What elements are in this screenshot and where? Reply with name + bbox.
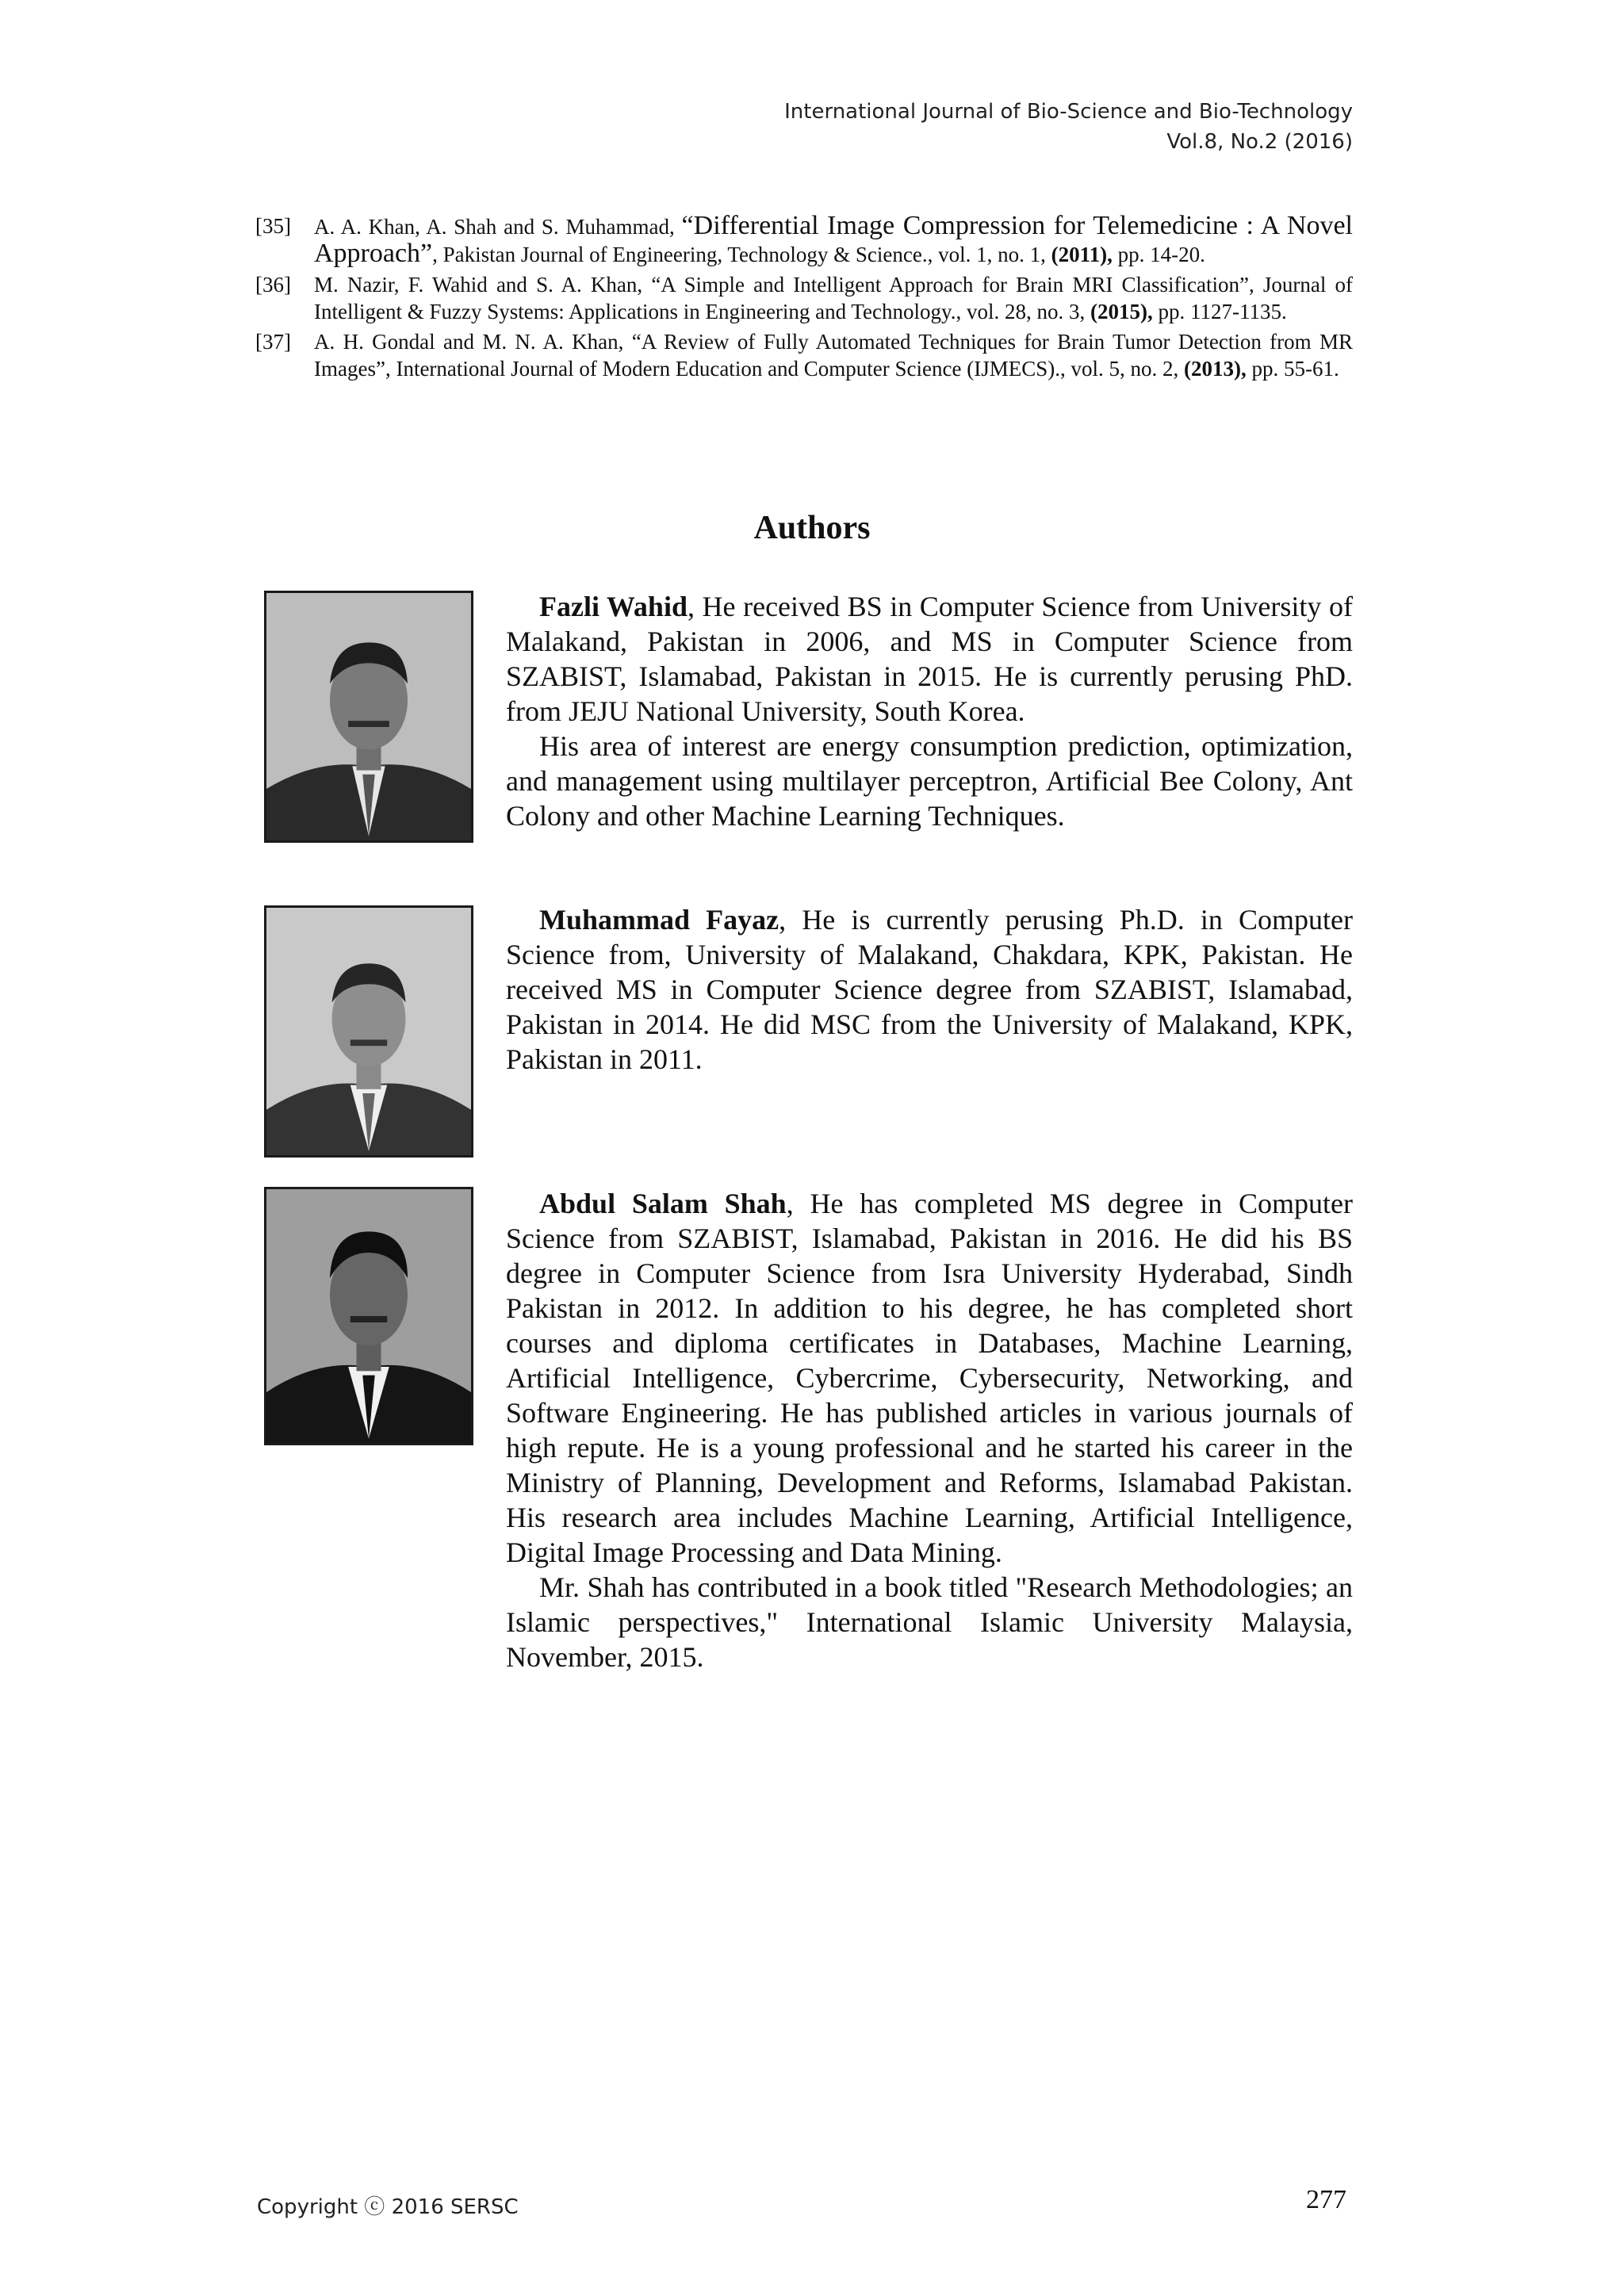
footer-copyright: Copyright ⓒ 2016 SERSC <box>257 2195 519 2219</box>
reference-number: [35] <box>255 214 291 238</box>
reference-year: (2011), <box>1051 243 1113 266</box>
reference-number: [37] <box>255 330 291 354</box>
author-name: Abdul Salam Shah <box>539 1188 787 1219</box>
reference-pages: pp. 14-20. <box>1112 243 1205 266</box>
reference-authors: A. H. Gondal and M. N. A. Khan, <box>314 330 632 354</box>
reference-pages: pp. 55-61. <box>1246 357 1339 381</box>
reference-item <box>255 328 1353 382</box>
bio-paragraph <box>506 902 1353 1077</box>
author-bio <box>506 589 1353 833</box>
bio-text: , He has completed MS degree in Computer Science from SZABIST, Islamabad, Pakistan in 2016. He did his BS degree in Computer Science from Isra University Hyderabad, Sindh Pakistan in 2012. In addition to his degree, he has completed short courses and diploma certificates in Databases, Machine Learning, Artificial Intelligence, Cybercrime, Cybersecurity, Networking, and Software Engineering. He has published articles in various journals of high repute. He is a young professional and he started his career in the Ministry of Planning, Development and Reforms, Islamabad Pakistan. His research area includes Machine Learning, Artificial Intelligence, Digital Image Processing and Data Mining. <box>506 1188 1353 1568</box>
author-name: Muhammad Fayaz <box>539 904 779 936</box>
page-number: 277 <box>1306 2185 1346 2214</box>
reference-source: , Pakistan Journal of Engineering, Technology & Science., vol. 1, no. 1, <box>432 243 1051 266</box>
bio-paragraph <box>506 589 1353 729</box>
author-photo <box>264 1187 473 1445</box>
reference-source: , International Journal of Modern Education and Computer Science (IJMECS)., vol. 5, no. 2, <box>385 357 1184 381</box>
bio-paragraph: His area of interest are energy consumption prediction, optimization, and management using multilayer perceptron, Artificial Bee Colony, Ant Colony and other Machine Learning Techniques. <box>506 730 1353 832</box>
portrait-image <box>266 1189 471 1443</box>
reference-list <box>255 212 1353 385</box>
author-photo <box>264 905 473 1158</box>
reference-year: (2013), <box>1184 357 1247 381</box>
reference-title: “Differential Image Compression for Telemedicine : A Novel Approach” <box>314 211 1353 268</box>
portrait-image <box>266 908 471 1155</box>
reference-year: (2015), <box>1090 300 1153 323</box>
journal-volume: Vol.8, No.2 (2016) <box>1166 130 1353 154</box>
reference-pages: pp. 1127-1135. <box>1152 300 1287 323</box>
reference-title: “A Review of Fully Automated Techniques for Brain Tumor Detection from MR Images” <box>314 330 1354 381</box>
author-bio <box>506 1186 1353 1674</box>
author-name: Fazli Wahid <box>539 591 688 622</box>
reference-number: [36] <box>255 273 291 297</box>
reference-item <box>255 271 1353 325</box>
portrait-image <box>266 593 471 840</box>
running-header <box>784 97 1353 157</box>
bio-paragraph: Mr. Shah has contributed in a book titled "Research Methodologies; an Islamic perspectives," International Islamic University Malaysia, November, 2015. <box>506 1571 1353 1673</box>
author-bio <box>506 902 1353 1077</box>
bio-text: , He is currently perusing Ph.D. in Computer Science from, University of Malakand, Chakdara, KPK, Pakistan. He received MS in Computer Science degree from SZABIST, Islamabad, Pakistan in 2014. He did MSC from the University of Malakand, KPK, Pakistan in 2011. <box>506 904 1353 1075</box>
reference-authors: M. Nazir, F. Wahid and S. A. Khan, <box>314 273 652 297</box>
author-photo <box>264 591 473 843</box>
reference-title: “A Simple and Intelligent Approach for Brain MRI Classification” <box>651 273 1249 297</box>
bio-text: , He received BS in Computer Science from University of Malakand, Pakistan in 2006, and MS in Computer Science from SZABIST, Islamabad, Pakistan in 2015. He is currently perusing PhD. from JEJU National University, South Korea. <box>506 591 1353 727</box>
reference-source: , Journal of Intelligent & Fuzzy Systems: Applications in Engineering and Technology., vol. 28, no. 3, <box>314 273 1353 323</box>
journal-name: International Journal of Bio-Science and Bio-Technology <box>784 100 1353 124</box>
reference-item <box>255 212 1353 268</box>
bio-paragraph <box>506 1186 1353 1570</box>
reference-authors: A. A. Khan, A. Shah and S. Muhammad, <box>314 215 682 239</box>
section-title: Authors <box>753 510 871 546</box>
